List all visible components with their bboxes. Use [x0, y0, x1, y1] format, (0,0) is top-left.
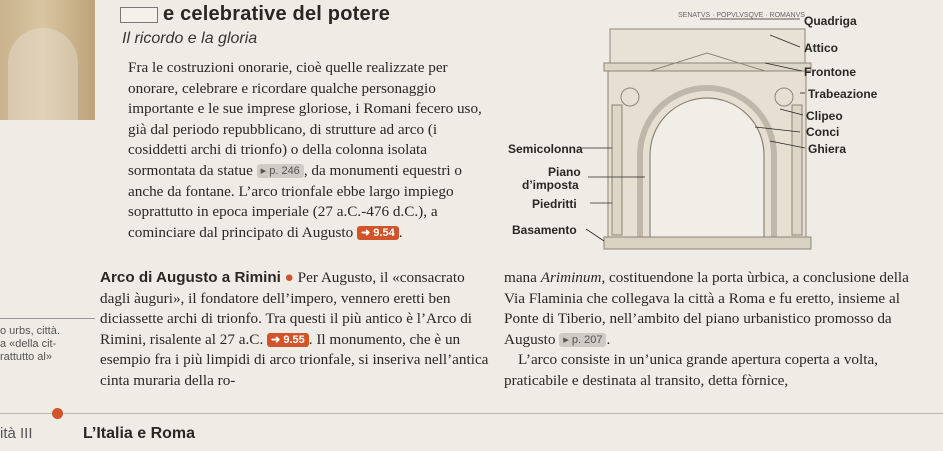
italic-term: Ariminum	[540, 269, 602, 286]
label-ghiera: Ghiera	[808, 142, 847, 156]
figure-ref-link[interactable]: ➜ 9.55	[267, 333, 309, 347]
footer-rule	[0, 413, 943, 414]
page-ref-link[interactable]: ▸ p. 207	[559, 333, 606, 347]
label-frontone: Frontone	[804, 65, 856, 79]
section-subtitle: Il ricordo e la gloria	[122, 30, 258, 47]
body-column-right: mana Ariminum, costituendone la porta ùrbica, a conclusione della Via Flaminia che collegava la città a Roma e fu eretto, insieme al Ponte di Tiberio, nell’ambito del piano urbanistico promosso da Augusto ▸ p. 207 . L’arco consiste in un’unica grande apertura coperta a volta, praticabile e destinata al transito, detta fòrnice,	[504, 269, 909, 389]
footer-dot-icon	[52, 408, 63, 419]
bullet-icon: ●	[284, 269, 294, 286]
figure-ref-link[interactable]: ➜ 9.54	[357, 226, 399, 240]
margin-note: a «della cit-	[0, 338, 57, 350]
label-piedritti: Piedritti	[532, 197, 577, 211]
page-title: e celebrative del potere	[163, 3, 391, 25]
margin-notes	[0, 325, 68, 364]
intro-text-2: , da monumenti equestri o anche da fontane. L’arco trionfale ebbe largo impiego soprattutto in epoca imperiale (27 a.C.-476 d.C.), a cominciare dal principato di Augusto	[128, 161, 462, 241]
label-piano: Piano	[548, 165, 581, 179]
section-title: Arco di Augusto a Rimini	[100, 269, 281, 286]
label-basamento: Basamento	[512, 223, 577, 237]
intro-text-1: Fra le costruzioni onorarie, cioè quelle realizzate per onorare, celebrare e ricordare qualche personaggio importante e le sue imprese gloriose, i Romani fecero uso, già dal periodo repubblicano, di strutture ad arco (i cosiddetti archi di trionfo) o della colonna isolata sormontata da statue	[128, 59, 482, 179]
page-ref-link[interactable]: ▸ p. 246	[257, 164, 304, 178]
body-text-1: Per Augusto, il «consacrato dagli àuguri», il fondatore dell’impero, vennero eretti ben diciassette archi di trionfo. Tra questi il più antico è l’Arco di Rimini, risalente al 27 a.C.	[100, 269, 473, 348]
attic-inscription: SENATVS · POPVLVSQVE · ROMANVS	[678, 12, 805, 19]
body-text-2: . Il monumento, che è un esempio fra i più limpidi di arco trionfale, si inseriva nell’antica cinta muraria della ro-	[100, 330, 489, 389]
label-conci: Conci	[806, 125, 840, 139]
body-column-left	[100, 268, 492, 392]
arch-illustration	[500, 5, 943, 250]
margin-divider	[0, 318, 95, 319]
label-trabeazione: Trabeazione	[808, 87, 878, 101]
title-box	[120, 7, 158, 23]
footer-title: L’Italia e Roma	[83, 425, 196, 442]
footer-section-label: ità III	[0, 425, 33, 442]
label-semicolonna: Semicolonna	[508, 142, 583, 156]
arch-photo-crop	[0, 0, 95, 120]
label-quadriga: Quadriga	[804, 14, 857, 28]
margin-note: rattutto al»	[0, 351, 52, 363]
label-attico: Attico	[804, 41, 838, 55]
arch-diagram	[500, 5, 943, 250]
body-text-4: L’arco consiste in un’unica grande apertura coperta a volta, praticabile e destinata al transito, detta fòrnice,	[504, 351, 878, 389]
margin-note: o urbs, città.	[0, 325, 60, 337]
intro-paragraph: Fra le costruzioni onorarie, cioè quelle realizzate per onorare, celebrare e ricordare qualche personaggio importante e le sue imprese gloriose, i Romani fecero uso, già dal periodo repubblicano, di strutture ad arco (i cosiddetti archi di trionfo) o della colonna isolata sormontata da statue ▸ p. 246 , da monumenti equestri o anche da fontane. L’arco trionfale ebbe largo impiego soprattutto in epoca imperiale (27 a.C.-476 d.C.), a cominciare dal principato di Augusto ➜ 9.54 .	[128, 59, 482, 241]
label-imposta: d’imposta	[522, 178, 579, 192]
label-clipeo: Clipeo	[806, 109, 843, 123]
